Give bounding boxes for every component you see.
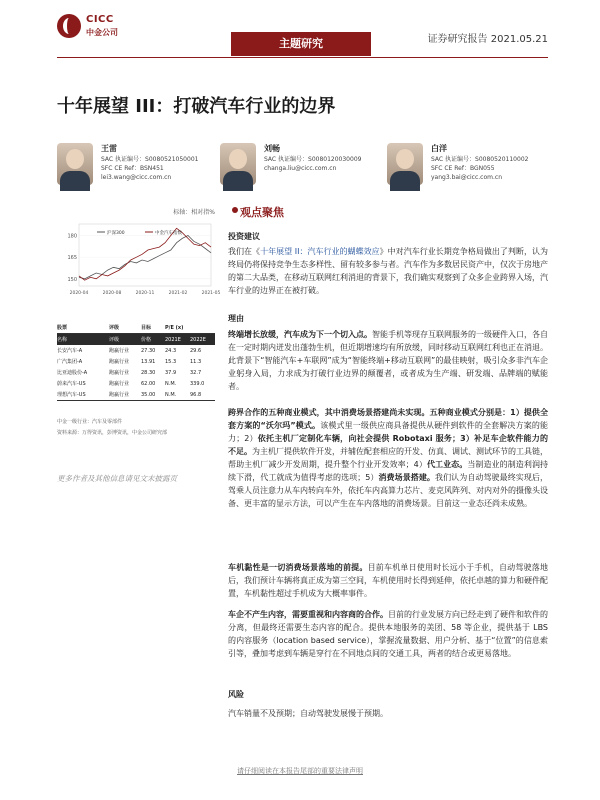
- table-header-cell: 股票: [57, 325, 68, 331]
- report-title: 十年展望 III：打破汽车行业的边界: [57, 96, 336, 117]
- logo-text-en: CICC: [86, 14, 114, 25]
- table-cell: 35.00: [141, 391, 156, 398]
- table-row: [57, 356, 215, 367]
- series-line-1: [79, 228, 211, 280]
- table-cell: 广汽集团-A: [57, 359, 83, 365]
- more-authors-note: 更多作者及其他信息请见文末披露页: [57, 474, 177, 483]
- author-sac: SAC 执证编号：S0080120030009: [264, 156, 362, 163]
- table-subheader-row: [57, 334, 215, 346]
- bold-lead: 代工业态。: [426, 460, 468, 469]
- x-tick-label: 2021-05: [201, 291, 221, 296]
- author-sac: SAC 执证编号：S0080520110002: [431, 156, 529, 163]
- section-heading-risk: 风险: [228, 690, 244, 699]
- table-header-cell: 评级: [109, 325, 120, 331]
- section-heading-invest: 投资建议: [228, 232, 260, 241]
- industry-note: 中金一级行业：汽车及零部件: [57, 419, 123, 425]
- paragraph-reason-3: [228, 561, 548, 600]
- table-subheader-cell: 评级: [109, 337, 120, 343]
- table-cell: 长安汽车-A: [57, 348, 83, 354]
- x-tick-label: 2020-11: [135, 291, 155, 296]
- author-email[interactable]: lei3.wang@cicc.com.cn: [101, 174, 172, 181]
- text-span: 目前车机单日使用时长远小于手机，自动驾驶落地后，我们预计车辆将真正成为第三空间，车机使用时长得到延伸，依托卓越的算力和硬件配置，车机黏性超过手机成为大概率事件。: [228, 563, 548, 598]
- table-cell: 27.30: [141, 347, 156, 354]
- legend-label: 中金汽车指数: [155, 231, 182, 236]
- avatar: [220, 143, 256, 185]
- table-subheader-cell: 2021E: [165, 336, 181, 343]
- logo-text-cn: 中金公司: [86, 28, 118, 37]
- text-span: 我们在《: [228, 247, 261, 256]
- bold-lead: 消费场景搭建。: [378, 473, 436, 482]
- y-tick-label: 165: [67, 255, 77, 262]
- bold-lead: 车机黏性是一切消费场景落地的前提。: [228, 563, 368, 572]
- paragraph-reason-1: [228, 328, 548, 393]
- stock-table: [57, 322, 215, 401]
- rating-line: 标轴：相对指%: [173, 209, 215, 216]
- section-heading-reason: 理由: [228, 314, 244, 323]
- report-link[interactable]: 十年展望 II：汽车行业的蝴蝶效应: [260, 247, 380, 256]
- index-chart: [57, 222, 221, 300]
- bullet-icon: [232, 207, 238, 213]
- table-cell: 跑赢行业: [109, 381, 130, 387]
- table-subheader-cell: 2022E: [190, 336, 206, 343]
- y-tick-label: 150: [67, 276, 77, 283]
- bold-lead: 跨界合作的五种商业模式，其中消费场景搭建尚未实现。五种商业模式分别是：1）提供全套方案的“沃尔玛”模式。: [228, 408, 548, 430]
- table-cell: 15.3: [165, 358, 177, 365]
- table-cell: 32.7: [190, 369, 202, 376]
- table-cell: 13.91: [141, 358, 156, 365]
- table-cell: 跑赢行业: [109, 348, 130, 354]
- bold-lead: 终端增长放缓，汽车成为下一个切入点。: [228, 330, 372, 339]
- text-span: 智能手机等现存互联网服务的一级硬件入口，各自在一定时期内迸发出蓬勃生机，但近期增速均有所放缓，同时移动互联网红利也正在消退。此背景下“智能汽车+车联网”成为“智能终端+移动互联网”的最佳映射，吸引众多非汽车企业躬身入局，力求成为打破行业边界的颠覆者，或者成为生产端、研发端、品牌端的赋能者。: [228, 330, 548, 391]
- author-sfc: SFC CE Ref：BGN055: [431, 165, 495, 172]
- table-header-cell: 目标: [141, 325, 152, 331]
- y-tick-label: 180: [67, 233, 77, 240]
- author-name: 白洋: [431, 144, 447, 153]
- avatar: [57, 143, 93, 185]
- table-row: [57, 345, 215, 356]
- paragraph-reason-4: [228, 608, 548, 660]
- x-tick-label: 2020-08: [102, 291, 122, 296]
- cicc-logo-icon: [57, 14, 81, 38]
- author-email[interactable]: yang3.bai@cicc.com.cn: [431, 174, 503, 181]
- table-cell: N.M.: [165, 391, 177, 398]
- author-sfc: SFC CE Ref：BSN451: [101, 165, 164, 172]
- table-cell: 24.3: [165, 347, 177, 354]
- section-tag: 主题研究: [231, 32, 371, 56]
- table-cell: 28.30: [141, 369, 156, 376]
- chart-svg: [57, 222, 221, 300]
- table-row: [57, 389, 215, 401]
- author-name: 刘畅: [264, 144, 280, 153]
- table-header-row: [57, 322, 215, 334]
- author-sac: SAC 执证编号：S0080521050001: [101, 156, 199, 163]
- viewpoint-title: 观点聚焦: [240, 206, 284, 219]
- table-cell: 29.6: [190, 347, 202, 354]
- table-cell: 339.0: [190, 380, 205, 387]
- paragraph-reason-2: [228, 406, 548, 510]
- table-cell: 理想汽车-US: [57, 392, 86, 398]
- paragraph-risk: 汽车销量不及预期；自动驾驶发展慢于预期。: [228, 709, 388, 718]
- table-subheader-cell: 价格: [141, 337, 152, 343]
- table-cell: 跑赢行业: [109, 359, 130, 365]
- table-cell: 62.00: [141, 380, 156, 387]
- bold-lead: 依托主机厂定制化车辆，向社会提供 Robotaxi 服务；3）补足车企软件能力的不足。: [228, 434, 548, 456]
- text-span: 为主机厂提供软件开发，并辅佐配套相应的开发、仿真、调试、测试环节的工具链，帮助主机厂减少开发周期，提升整个行业开发效率；4）: [228, 447, 548, 469]
- table-cell: 蔚来汽车-US: [57, 381, 86, 387]
- source-note: 资料来源：万得资讯，彭博资讯，中金公司研究部: [57, 430, 168, 436]
- table-cell: 96.8: [190, 391, 202, 398]
- legend-label: 沪深300: [107, 231, 125, 236]
- text-span: 》中对汽车行业长期竞争格局做出了判断，认为终局仍将保持竞争生态多样性、留有较多参与者。汽车作为多数居民资产中，仅次于房地产的第二大品类，在移动互联网红利消退的背景下，我们确实观察到了众多企业跨界入场，汽车行业的边界正在被打破。: [228, 247, 549, 295]
- paragraph-invest: [228, 245, 548, 297]
- table-cell: 比亚迪股份-A: [57, 370, 88, 376]
- bold-lead: 车企不产生内容，需要重视和内容商的合作。: [228, 610, 388, 619]
- x-tick-label: 2021-02: [168, 291, 188, 296]
- table-row: [57, 367, 215, 378]
- table-header-cell: P/E (x): [165, 324, 184, 331]
- table-cell: 37.9: [165, 369, 177, 376]
- text-span: 我们认为自动驾驶最终实现后，驾乘人员注意力从车内转向车外，依托车内高算力芯片、麦克风阵列、对内对外的摄像头设备、更丰富的显示方法，可以产生在车内落地的消费场景。目前这一业态还尚未成熟。: [228, 473, 549, 508]
- author-email[interactable]: changa.liu@cicc.com.cn: [264, 165, 337, 172]
- report-info: 证券研究报告 2021.05.21: [427, 34, 548, 45]
- table-row: [57, 378, 215, 389]
- text-span: 目前的行业发展方向已经走到了硬件和软件的分离，但最终还需要生态内容的配合。提供本地服务的美团、58 等企业，提供基于 LBS 的内容服务（location based service），掌握流量数据、用户分析、基于“位置”的信息索引等，叠加考虑到车辆是穿行在不同地点间的交通工具，两者的结合或更易落地。: [228, 610, 548, 658]
- avatar: [387, 143, 423, 185]
- header-divider: [57, 57, 548, 58]
- table-subheader-cell: 名称: [57, 337, 68, 343]
- table-cell: N.M.: [165, 380, 177, 387]
- x-tick-label: 2020-04: [69, 291, 89, 296]
- table-cell: 跑赢行业: [109, 392, 130, 398]
- text-span: 当制造业的制造利润持续下滑，代工就成为值得考虑的选项；5）: [228, 460, 549, 482]
- text-span: 该模式里一级供应商具备提供从硬件到软件的全套解决方案的能力；2）: [228, 421, 548, 443]
- legal-footer[interactable]: 请仔细阅读在本报告尾部的重要法律声明: [237, 767, 363, 775]
- table-cell: 跑赢行业: [109, 370, 130, 376]
- author-name: 王雷: [101, 144, 117, 153]
- table-cell: 11.3: [190, 358, 202, 365]
